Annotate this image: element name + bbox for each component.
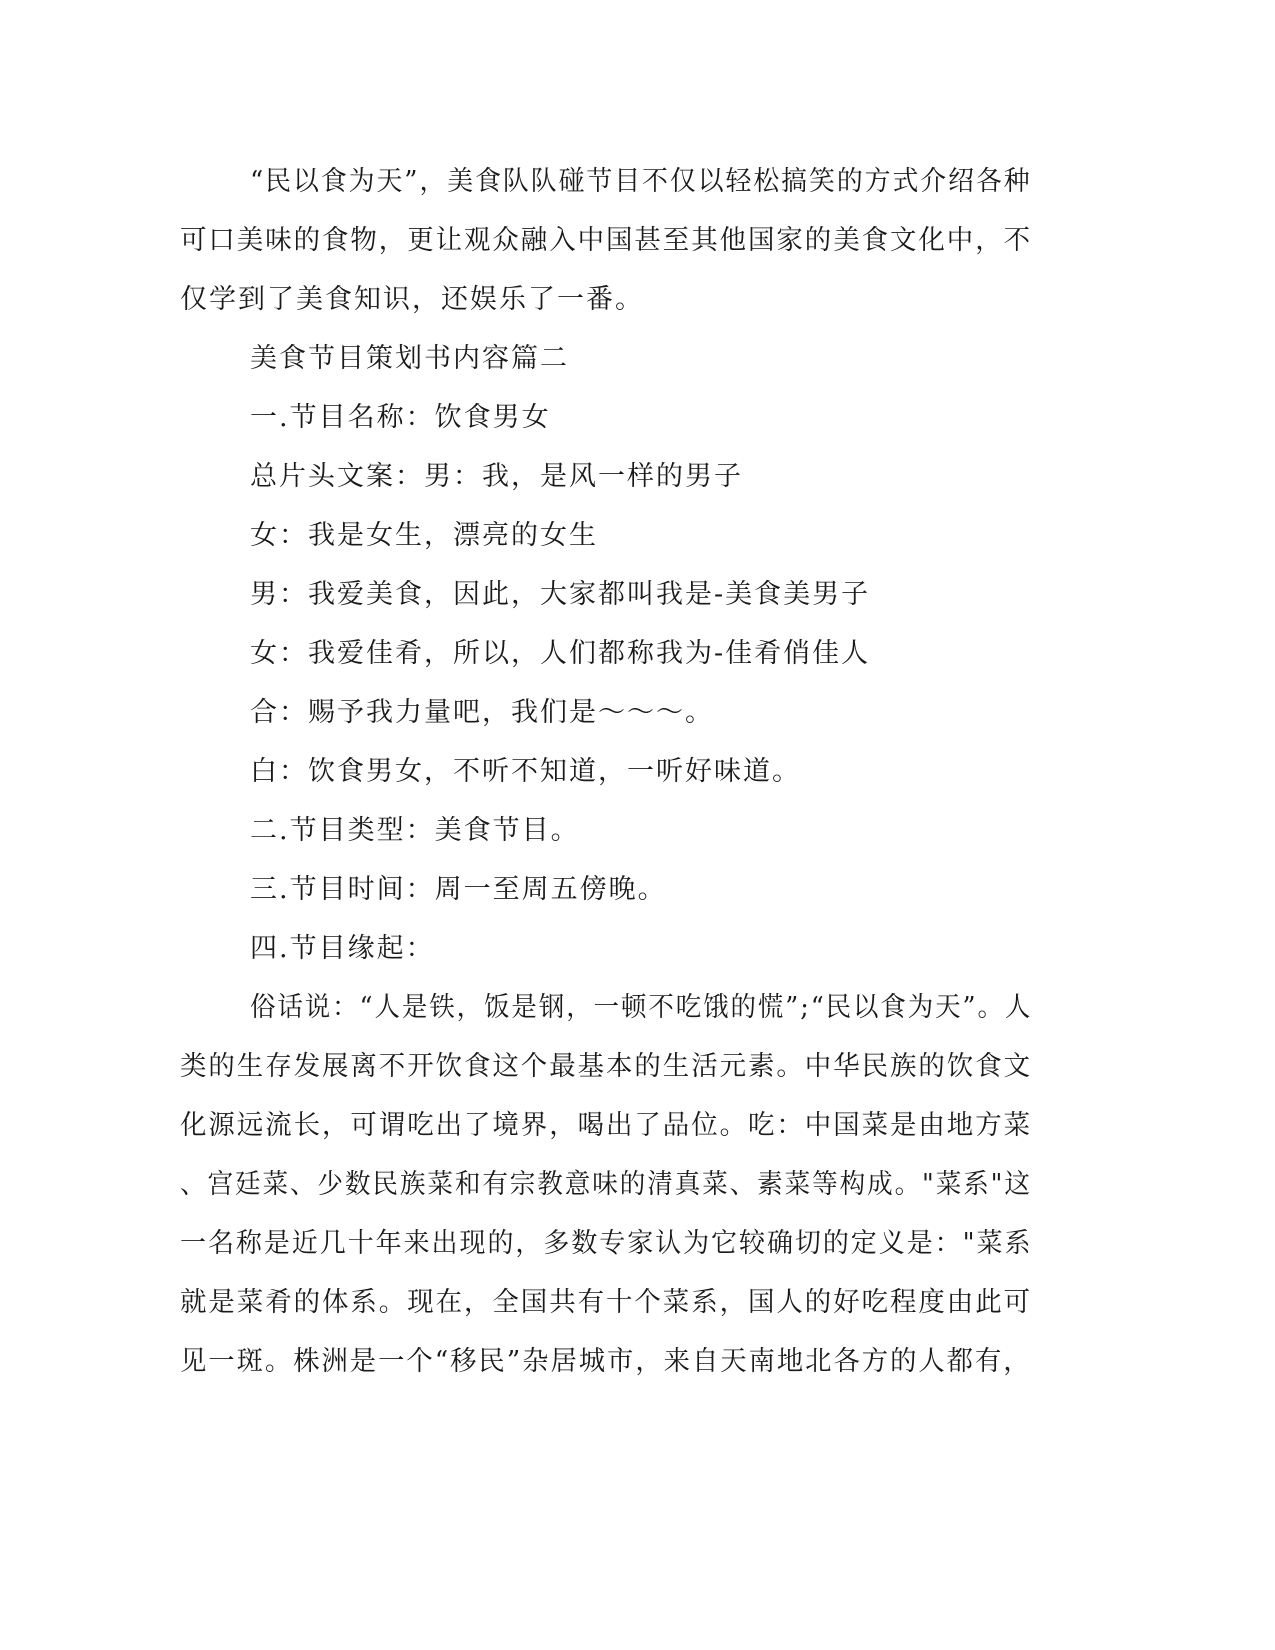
section-heading: 美食节目策划书内容篇二 bbox=[250, 343, 569, 374]
paragraph-line: 俗话说：“人是铁，饭是钢，一顿不吃饿的慌”;“民以食为天”。人 bbox=[250, 992, 1033, 1023]
paragraph-line: 男：我爱美食，因此，大家都叫我是-美食美男子 bbox=[250, 579, 871, 610]
paragraph-line: 一名称是近几十年来出现的，多数专家认为它较确切的定义是："菜系 bbox=[180, 1228, 1033, 1259]
paragraph-line: 四.节目缘起： bbox=[250, 933, 435, 964]
paragraph-line: 见一斑。株洲是一个“移民”杂居城市，来自天南地北各方的人都有， bbox=[180, 1346, 1032, 1377]
paragraph-line: 女：我爱佳肴，所以，人们都称我为-佳肴俏佳人 bbox=[250, 638, 871, 669]
paragraph-line: 白：饮食男女，不听不知道，一听好味道。 bbox=[250, 756, 801, 787]
paragraph-line: 仅学到了美食知识，还娱乐了一番。 bbox=[180, 284, 644, 315]
paragraph-line: 化源远流长，可谓吃出了境界，喝出了品位。吃：中国菜是由地方菜 bbox=[180, 1110, 1032, 1141]
paragraph-line: 女：我是女生，漂亮的女生 bbox=[250, 520, 598, 551]
paragraph-line: 总片头文案：男：我，是风一样的男子 bbox=[250, 461, 743, 492]
paragraph-line: 合：赐予我力量吧，我们是～～～。 bbox=[250, 697, 714, 728]
paragraph-line: 类的生存发展离不开饮食这个最基本的生活元素。中华民族的饮食文 bbox=[180, 1051, 1032, 1082]
paragraph-line: 二.节目类型：美食节目。 bbox=[250, 815, 580, 846]
paragraph-line: “民以食为天”，美食队队碰节目不仅以轻松搞笑的方式介绍各种 bbox=[250, 166, 1032, 197]
paragraph-line: 三.节目时间：周一至周五傍晚。 bbox=[250, 874, 667, 905]
paragraph-line: 就是菜肴的体系。现在，全国共有十个菜系，国人的好吃程度由此可 bbox=[180, 1287, 1032, 1318]
paragraph-line: 、宫廷菜、少数民族菜和有宗教意味的清真菜、素菜等构成。"菜系"这 bbox=[180, 1169, 1032, 1200]
paragraph-line: 一.节目名称：饮食男女 bbox=[250, 402, 551, 433]
paragraph-line: 可口美味的食物，更让观众融入中国甚至其他国家的美食文化中，不 bbox=[180, 225, 1032, 256]
